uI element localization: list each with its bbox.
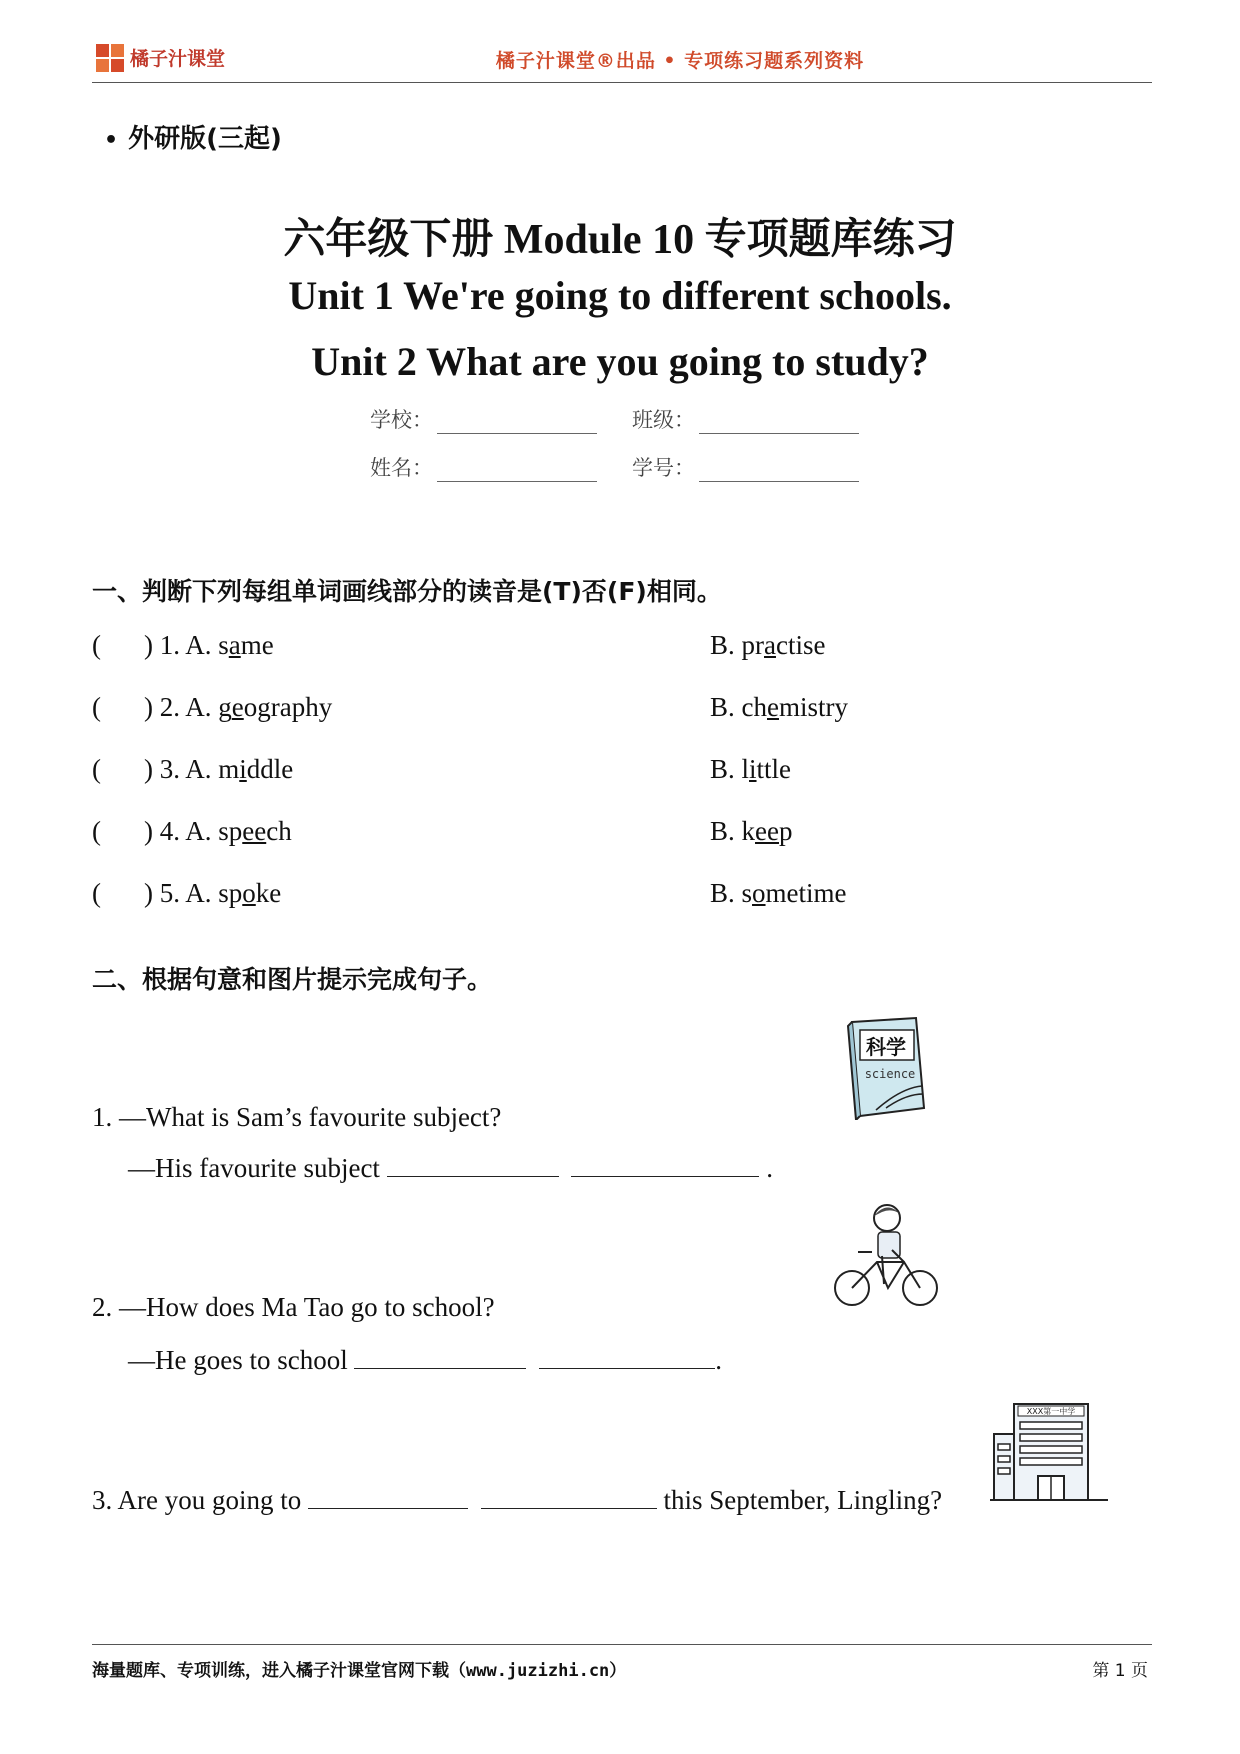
- bullet-icon: •: [104, 128, 119, 153]
- school-building-icon: [990, 1400, 1110, 1508]
- q1-blank-2[interactable]: [571, 1152, 759, 1177]
- q1-answer-line: —His favourite subject .: [128, 1153, 773, 1183]
- answer-bracket[interactable]: (: [92, 630, 101, 660]
- book-cn-label: 科学: [866, 1035, 906, 1059]
- question-row: [92, 816, 1092, 856]
- option-b: B. practise: [710, 630, 826, 660]
- page-number: 第 1 页: [1092, 1661, 1148, 1681]
- header-title: 橘子汁课堂®出品 • 专项练习题系列资料: [495, 50, 865, 72]
- option-a: ) 2. A. geography: [144, 692, 333, 722]
- option-b: B. sometime: [710, 878, 847, 908]
- q2-question: 2. —How does Ma Tao go to school?: [92, 1292, 495, 1322]
- bike-rider-icon: [832, 1200, 942, 1310]
- underlined-letters: e: [767, 692, 779, 722]
- q2-blank-2[interactable]: [539, 1344, 715, 1369]
- q2-blank-1[interactable]: [354, 1344, 526, 1369]
- underlined-letters: a: [228, 630, 241, 660]
- school-blank[interactable]: [437, 411, 597, 434]
- logo-text: 橘子汁课堂: [130, 48, 226, 70]
- answer-bracket[interactable]: (: [92, 878, 101, 908]
- class-blank[interactable]: [699, 411, 859, 434]
- unit1-title: Unit 1 We're going to different schools.: [288, 273, 952, 318]
- q3-line: 3. Are you going to this September, Lingling?: [92, 1485, 943, 1515]
- question-row: [92, 630, 1092, 670]
- name-field[interactable]: 姓名：: [370, 452, 632, 482]
- school-field[interactable]: 学校：: [370, 404, 632, 434]
- underlined-letters: o: [242, 878, 256, 908]
- answer-bracket[interactable]: (: [92, 754, 101, 784]
- number-blank[interactable]: [699, 459, 859, 482]
- option-a: ) 3. A. middle: [144, 754, 294, 784]
- book-en-label: science: [864, 1067, 916, 1081]
- underlined-letters: ee: [755, 816, 779, 846]
- q2-answer-line: —He goes to school .: [128, 1345, 722, 1375]
- question-row: [92, 878, 1092, 918]
- question-row: [92, 692, 1092, 732]
- underlined-letters: a: [764, 630, 776, 660]
- q3-blank-1[interactable]: [308, 1484, 468, 1509]
- page-title: 六年级下册 Module 10 专项题库练习: [283, 217, 957, 263]
- info-row-2: [370, 452, 930, 482]
- option-b: B. little: [710, 754, 792, 784]
- underlined-letters: i: [239, 754, 247, 784]
- footer-note: 海量题库、专项训练，进入橘子汁课堂官网下载（www.juzizhi.cn）: [92, 1661, 627, 1681]
- logo-icon: [96, 44, 126, 74]
- class-field[interactable]: 班级：: [632, 404, 894, 434]
- info-row-1: [370, 404, 930, 434]
- building-sign-text: XXX第一中学: [1026, 1407, 1076, 1416]
- q1-question: 1. —What is Sam’s favourite subject?: [92, 1102, 502, 1132]
- option-b: B. chemistry: [710, 692, 848, 722]
- answer-bracket[interactable]: (: [92, 816, 101, 846]
- unit2-title: Unit 2 What are you going to study?: [311, 339, 929, 384]
- name-blank[interactable]: [437, 459, 597, 482]
- underlined-letters: ee: [242, 816, 267, 846]
- section1-heading: 一、判断下列每组单词画线部分的读音是(T)否(F)相同。: [92, 577, 722, 606]
- underlined-letters: i: [749, 754, 757, 784]
- option-b: B. keep: [710, 816, 793, 846]
- option-a: ) 4. A. speech: [144, 816, 292, 846]
- section2-heading: 二、根据句意和图片提示完成句子。: [92, 965, 493, 994]
- number-field[interactable]: 学号：: [632, 452, 894, 482]
- science-book-icon: [846, 1016, 930, 1120]
- footer-divider: [92, 1644, 1152, 1645]
- underlined-letters: e: [231, 692, 244, 722]
- question-row: [92, 754, 1092, 794]
- option-a: ) 5. A. spoke: [144, 878, 282, 908]
- q1-blank-1[interactable]: [387, 1152, 559, 1177]
- header-divider: [92, 82, 1152, 83]
- underlined-letters: o: [752, 878, 766, 908]
- q3-blank-2[interactable]: [481, 1484, 657, 1509]
- option-a: ) 1. A. same: [144, 630, 274, 660]
- edition-label: • 外研版(三起): [104, 124, 282, 154]
- answer-bracket[interactable]: (: [92, 692, 101, 722]
